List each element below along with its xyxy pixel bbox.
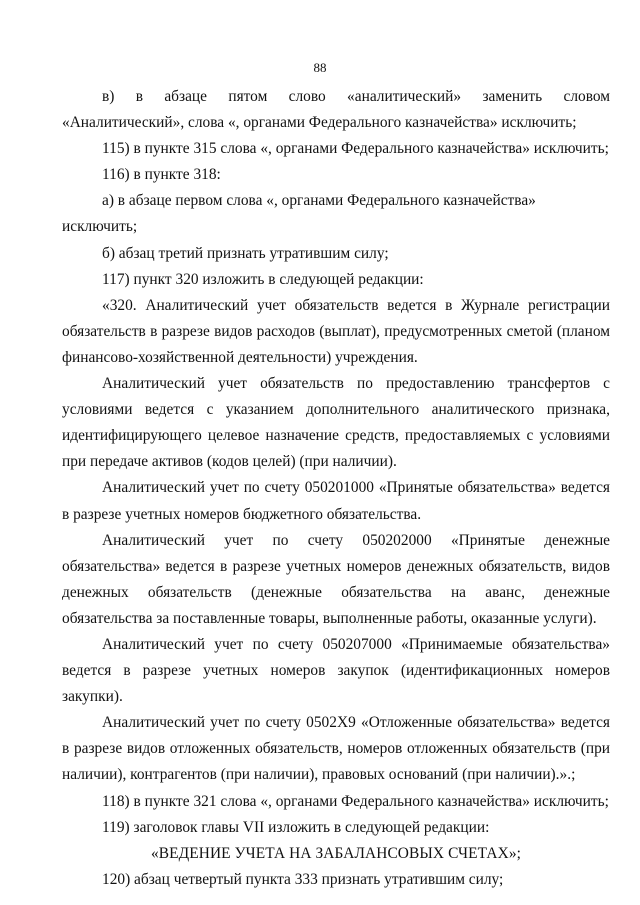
paragraph-account-050207000: Аналитический учет по счету 050207000 «Принимаемые обязательства» ведется в разрезе учетных номеров закупок (идентификационных номеров закупки). — [62, 635, 610, 706]
paragraph-item-117: 117) пункт 320 изложить в следующей редакции: — [102, 270, 424, 288]
paragraph-account-050201000: Аналитический учет по счету 050201000 «Принятые обязательства» ведется в разрезе учетных номеров бюджетного обязательства. — [62, 479, 610, 523]
page-number: 88 — [313, 60, 327, 75]
paragraph-account-050202000: Аналитический учет по счету 050202000 «Принятые денежные обязательства» ведется в разрезе учетных номеров денежных обязательств, видов денежных обязательств (денежные обязательства на аванс, денежные обязательства за поставленные товары, выполненные работы, оказанные услуги). — [62, 531, 610, 627]
paragraph-item-118: 118) в пункте 321 слова «, органами Федерального казначейства» исключить; — [102, 792, 609, 810]
paragraph-item-116: 116) в пункте 318: — [102, 166, 221, 184]
paragraph-account-0502x9: Аналитический учет по счету 0502Х9 «Отложенные обязательства» ведется в разрезе видов отложенных обязательств, номеров отложенных обязательств (при наличии), контрагентов (при наличии), правовых оснований (при наличии).».; — [62, 714, 610, 784]
paragraph-item-120: 120) абзац четвертый пункта 333 признать утратившим силу; — [102, 870, 504, 888]
paragraph-item-115: 115) в пункте 315 слова «, органами Федерального казначейства» исключить; — [102, 140, 609, 158]
paragraph-amend-b: б) абзац третий признать утратившим силу; — [102, 244, 389, 262]
paragraph-amend-v: в) в абзаце пятом слово «аналитический» заменить словом «Аналитический», слова «, органами Федерального казначейства» исключить; — [62, 88, 610, 132]
paragraph-item-119: 119) заголовок главы VII изложить в следующей редакции: — [102, 818, 490, 836]
document-body — [62, 84, 610, 893]
paragraph-amend-a: а) в абзаце первом слова «, органами Федерального казначейства» исключить; — [62, 192, 536, 236]
chapter-title: «ВЕДЕНИЕ УЧЕТА НА ЗАБАЛАНСОВЫХ СЧЕТАХ»; — [150, 844, 521, 862]
paragraph-clause-320: «320. Аналитический учет обязательств ведется в Журнале регистрации обязательств в разрезе видов расходов (выплат), предусмотренных сметой (планом финансово-хозяйственной деятельности) учреждения. — [62, 296, 610, 366]
paragraph-transfers: Аналитический учет обязательств по предоставлению трансфертов с условиями ведется с указанием дополнительного аналитического признака, идентифицирующего целевое назначение средств, предоставляемых с условиями при передаче активов (кодов целей) (при наличии). — [62, 375, 610, 471]
